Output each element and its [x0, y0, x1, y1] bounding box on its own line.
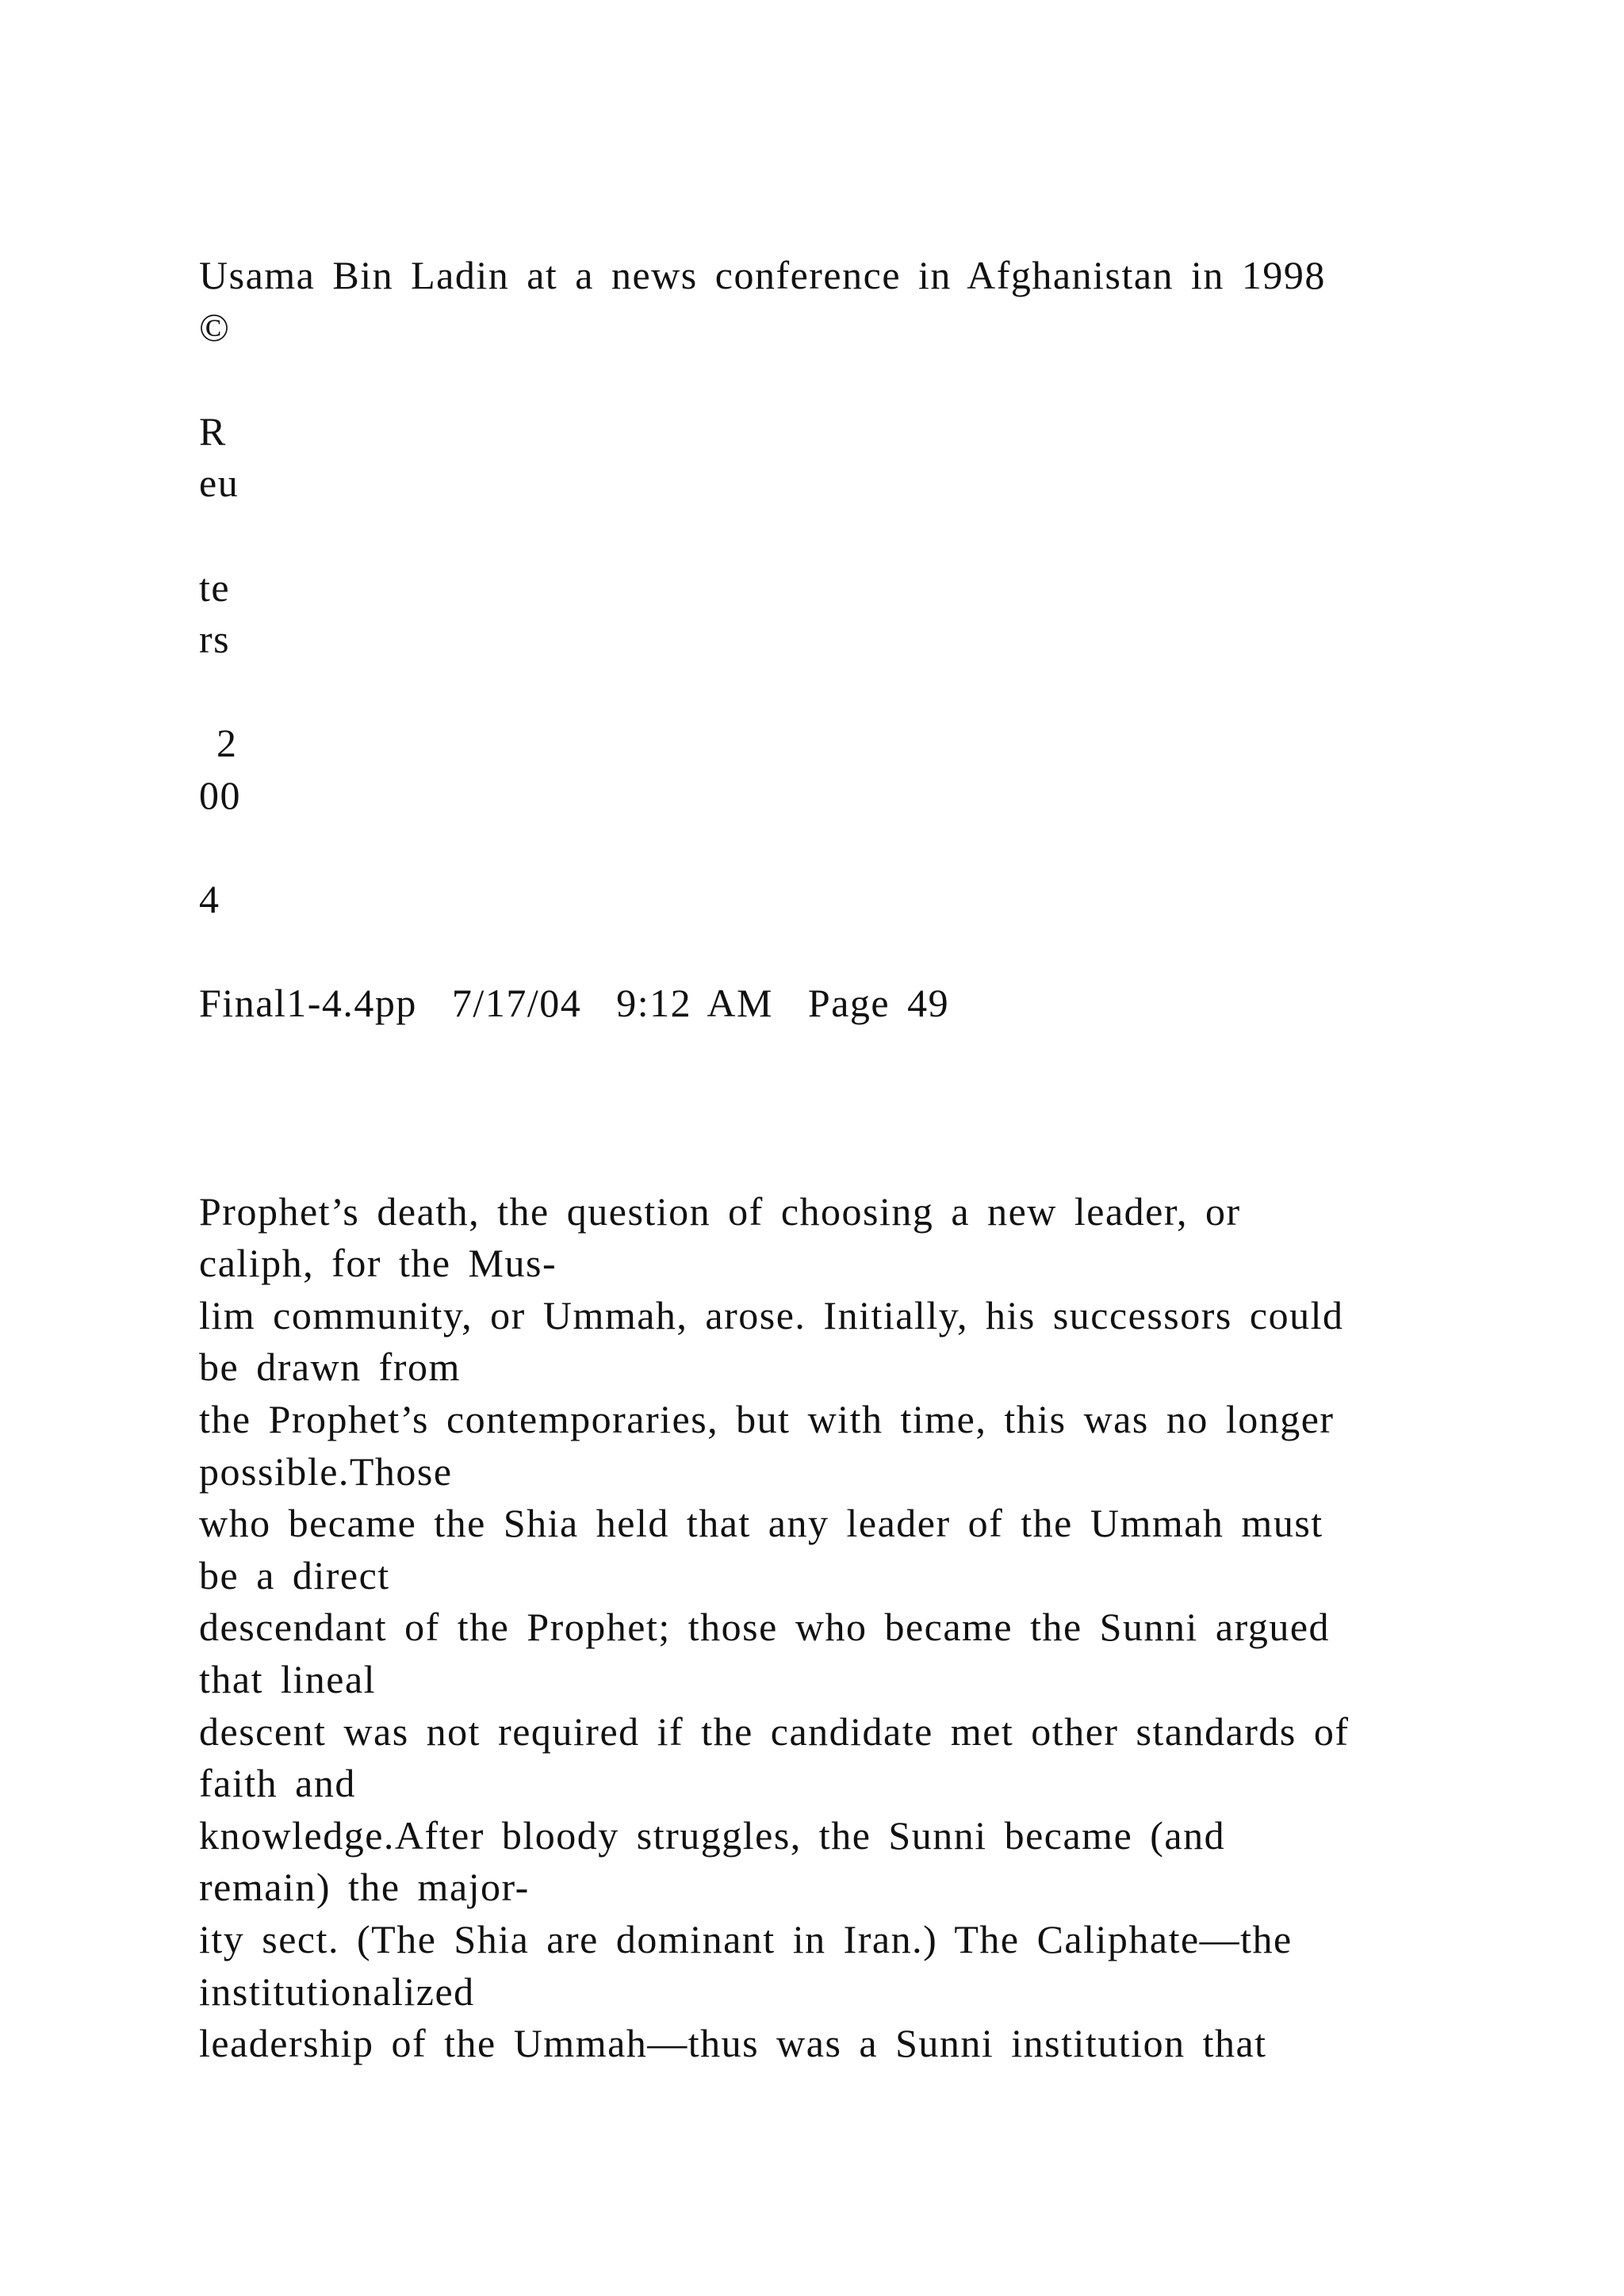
body-line: knowledge.After bloody struggles, the Sunni became (and	[199, 1812, 1226, 1858]
body-line: descent was not required if the candidate met other standards of	[199, 1709, 1350, 1754]
body-line: Prophet’s death, the question of choosing a new leader, or	[199, 1188, 1241, 1234]
body-line: who became the Shia held that any leader of the Ummah must	[199, 1501, 1323, 1546]
body-line: possible.Those	[199, 1448, 453, 1494]
body-line: be a direct	[199, 1552, 390, 1598]
body-line: ity sect. (The Shia are dominant in Iran.) The Caliphate—the	[199, 1917, 1293, 1962]
body-line: caliph, for the Mus-	[199, 1241, 557, 1286]
photo-credit-line: 4	[199, 877, 220, 922]
photo-credit-line: R	[199, 408, 227, 453]
body-line: be drawn from	[199, 1345, 461, 1390]
photo-credit-line: eu	[199, 461, 239, 506]
photo-caption: Usama Bin Ladin at a news conference in Afghanistan in 1998	[199, 253, 1326, 297]
photo-credit-line: 00	[199, 772, 241, 817]
body-line: descendant of the Prophet; those who became the Sunni argued	[199, 1605, 1331, 1650]
photo-credit-line: ©	[199, 304, 231, 350]
body-line: faith and	[199, 1761, 356, 1806]
document-page	[199, 250, 1595, 2070]
body-line: that lineal	[199, 1657, 377, 1702]
body-line: remain) the major-	[199, 1865, 530, 1910]
body-line: lim community, or Ummah, arose. Initially, his successors could	[199, 1292, 1344, 1337]
body-line: leadership of the Ummah—thus was a Sunni institution that	[199, 2021, 1267, 2066]
body-line: the Prophet’s contemporaries, but with time, this was no longer	[199, 1397, 1335, 1442]
photo-credit-line: rs	[199, 617, 231, 662]
body-text	[199, 1186, 1595, 2070]
photo-credit-line: te	[199, 564, 231, 610]
slug-line: Final1-4.4pp 7/17/04 9:12 AM Page 49	[199, 981, 950, 1026]
body-line: institutionalized	[199, 1969, 475, 2014]
photo-credit-line: 2	[199, 721, 238, 766]
